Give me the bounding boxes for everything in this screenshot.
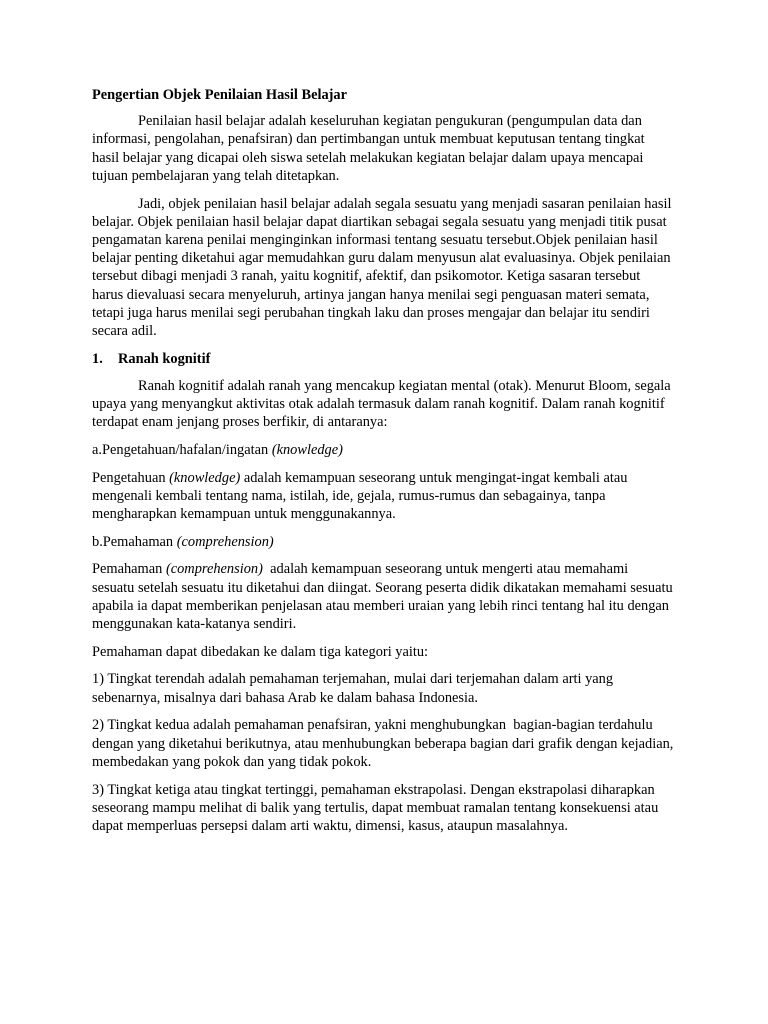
subheading-knowledge: [92, 441, 674, 459]
list-item-1: 1) Tingkat terendah adalah pemahaman terjemahan, mulai dari terjemahan dalam arti yang sebenarnya, misalnya dari bahasa Arab ke dalam bahasa Indonesia.: [92, 671, 614, 706]
text-term: (knowledge): [169, 469, 241, 486]
paragraph-cognitive: Ranah kognitif adalah ranah yang mencakup kegiatan mental (otak). Menurut Bloom, segala upaya yang menyangkut aktivitas otak adalah termasuk dalam ranah kognitif. Dalam ranah kognitif terdapat enam jenjang proses berfikir, di antaranya:: [92, 377, 671, 431]
subheading-label: b.Pemahaman: [92, 533, 177, 550]
text-start: Pemahaman: [92, 561, 166, 578]
paragraph-knowledge: [92, 469, 674, 524]
paragraph-object: Jadi, objek penilaian hasil belajar adalah segala sesuatu yang menjadi sasaran penilaian hasil belajar. Objek penilaian hasil belajar dapat diartikan sebagai segala sesuatu yang menjadi titik pusat pengamatan karena penilai menginginkan informasi tentang sesuatu tersebut.Objek penilaian hasil belajar penting diketahui agar memudahkan guru dalam menyusun alat evaluasinya. Objek penilaian tersebut dibagi menjadi 3 ranah, yaitu kognitif, afektif, dan psikomotor. Ketiga sasaran tersebut harus dievaluasi secara menyeluruh, artinya jangan hanya menilai segi penguasan materi semata, tetapi juga harus menilai segi perubahan tingkah laku dan proses mengajar dan belajar itu sendiri secara adil.: [92, 195, 672, 339]
list-item-2: 2) Tingkat kedua adalah pemahaman penafsiran, yakni menghubungkan bagian-bagian terdahulu dengan yang diketahui berikutnya, atau menhubungkan beberapa bagian dari grafik dengan kejadian, membedakan yang pokok dan yang tidak pokok.: [92, 717, 678, 770]
list-item-3: 3) Tingkat ketiga atau tingkat tertinggi, pemahaman ekstrapolasi. Dengan ekstrapolasi diharapkan seseorang mampu melihat di balik yang tertulis, dapat membuat ramalan tentang konsekuensi atau dapat memperluas persepsi dalam arti waktu, dimensi, kasus, ataupun masalahnya.: [92, 781, 659, 834]
document-page: [92, 86, 678, 845]
subheading-term: (knowledge): [271, 441, 343, 458]
section-heading-cognitive: [92, 350, 674, 368]
subheading-comprehension: [92, 533, 674, 551]
text-rest: adalah kemampuan seseorang untuk mengerti atau memahami sesuatu setelah sesuatu itu diketahui dan diingat. Seorang peserta didik dikatakan memahami sesuatu apabila ia dapat memberikan penjelasan atau memberi uraian yang lebih rinci tentang hal itu dengan menggunakan kata-katanya sendiri.: [92, 561, 677, 633]
text-start: Pengetahuan: [92, 469, 170, 486]
text-rest: adalah kemampuan seseorang untuk mengingat-ingat kembali atau mengenali kembali tentang nama, istilah, ide, gejala, rumus-rumus dan sebagainya, tanpa mengharapkan kemampuan untuk menggunakannya.: [92, 469, 628, 523]
paragraph-comprehension: [92, 560, 677, 633]
paragraph-categories: Pemahaman dapat dibedakan ke dalam tiga kategori yaitu:: [92, 643, 429, 660]
text-term: (comprehension): [165, 561, 263, 578]
subheading-term: (comprehension): [176, 533, 274, 550]
subheading-label: a.Pengetahuan/hafalan/ingatan: [92, 441, 272, 458]
document-title: Pengertian Objek Penilaian Hasil Belajar: [92, 87, 348, 103]
section-number: 1.: [92, 350, 103, 367]
paragraph-definition: Penilaian hasil belajar adalah keseluruhan kegiatan pengukuran (pengumpulan data dan informasi, pengolahan, penafsiran) dan pertimbangan untuk membuat keputusan tentang tingkat hasil belajar yang dicapai oleh siswa setelah melakukan kegiatan belajar dalam upaya mencapai tujuan pembelajaran yang telah ditetapkan.: [92, 113, 645, 184]
section-title: Ranah kognitif: [118, 350, 211, 367]
